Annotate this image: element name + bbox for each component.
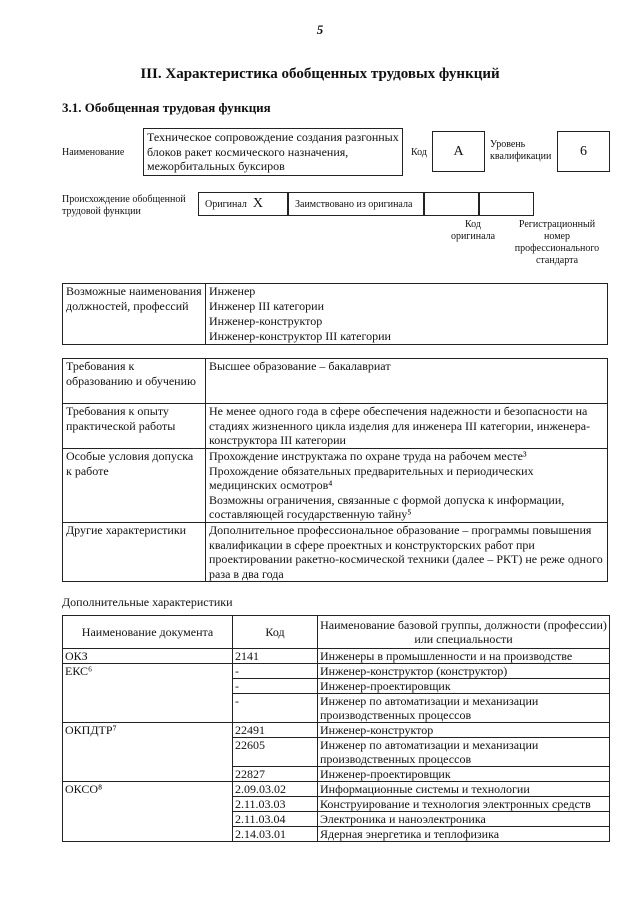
original-mark: X	[252, 196, 264, 211]
positions-label: Возможные наименования должностей, профессий	[63, 284, 206, 345]
requirement-row	[63, 359, 608, 404]
code-cell: 2.14.03.01	[233, 827, 318, 842]
original-cell	[198, 192, 288, 216]
requirement-value: Высшее образование – бакалавриат	[206, 359, 608, 404]
occupation-cell: Инженер-конструктор	[318, 723, 610, 738]
occupation-cell: Электроника и наноэлектроника	[318, 812, 610, 827]
code-cell: 22605	[233, 738, 318, 767]
occupation-cell: Инженер по автоматизации и механизации производственных процессов	[318, 738, 610, 767]
requirement-label: Особые условия допуска к работе	[63, 449, 206, 523]
level-value-box: 6	[557, 131, 610, 172]
reg-number-cell	[479, 192, 534, 216]
col-header-name: Наименование базовой группы, должности (профессии) или специальности	[318, 616, 610, 649]
additional-title: Дополнительные характеристики	[62, 595, 233, 609]
code-original-cell	[424, 192, 479, 216]
occupation-cell: Инженер по автоматизации и механизации производственных процессов	[318, 694, 610, 723]
occupation-cell: Конструирование и технология электронных средств	[318, 797, 610, 812]
requirement-label: Требования к опыту практической работы	[63, 404, 206, 449]
occupation-cell: Инженер-проектировщик	[318, 679, 610, 694]
table-row	[63, 782, 610, 797]
doc-name-cell: ЕКС⁶	[63, 664, 233, 723]
requirement-label: Требования к образованию и обучению	[63, 359, 206, 404]
doc-name-cell: ОКПДТР⁷	[63, 723, 233, 782]
reg-caption: Регистрационный номер профессионального стандарта	[514, 219, 600, 266]
subsection-title: 3.1. Обобщенная трудовая функция	[62, 100, 271, 115]
requirement-row	[63, 523, 608, 582]
requirement-label: Другие характеристики	[63, 523, 206, 582]
occupation-cell: Инженеры в промышленности и на производстве	[318, 649, 610, 664]
requirement-value: Дополнительное профессиональное образование – программы повышения квалификации в сфере проектных и конструкторских работ при проектировании ракетно-космической техники (далее – РКТ) не реже одного раза в два года	[206, 523, 608, 582]
origin-label: Происхождение обобщенной трудовой функции	[62, 194, 186, 217]
code-caption: Код оригинала	[450, 219, 496, 242]
code-cell: -	[233, 679, 318, 694]
table-header-row	[63, 616, 610, 649]
code-cell: 22491	[233, 723, 318, 738]
code-value-box: А	[432, 131, 485, 172]
occupation-cell: Инженер-конструктор (конструктор)	[318, 664, 610, 679]
position-item: Инженер-конструктор III категории	[209, 329, 391, 343]
occupation-cell: Информационные системы и технологии	[318, 782, 610, 797]
name-label: Наименование	[62, 147, 125, 158]
level-label: Уровень квалификации	[490, 139, 552, 162]
requirements-table	[62, 358, 608, 582]
occupation-cell: Ядерная энергетика и теплофизика	[318, 827, 610, 842]
requirement-value: Прохождение инструктажа по охране труда на рабочем месте³ Прохождение обязательных предварительных и периодических медицинских осмотров⁴ Возможны ограничения, связанные с формой допуска к информации, составляющей государственную тайну⁵	[206, 449, 608, 523]
occupation-cell: Инженер-проектировщик	[318, 767, 610, 782]
original-label: Оригинал	[205, 198, 247, 210]
col-header-doc: Наименование документа	[63, 616, 233, 649]
col-header-code: Код	[233, 616, 318, 649]
code-label: Код	[411, 147, 427, 158]
requirement-row	[63, 404, 608, 449]
table-row	[63, 723, 610, 738]
position-item: Инженер	[209, 284, 256, 298]
page-number: 5	[316, 22, 324, 37]
origin-row	[198, 192, 534, 216]
doc-name-cell: ОКСО⁸	[63, 782, 233, 842]
code-cell: 2141	[233, 649, 318, 664]
table-row	[63, 649, 610, 664]
requirement-value: Не менее одного года в сфере обеспечения надежности и безопасности на стадиях жизненного цикла изделия для инженера III категории, инженера-конструктора III категории	[206, 404, 608, 449]
position-item: Инженер-конструктор	[209, 314, 323, 328]
position-item: Инженер III категории	[209, 299, 324, 313]
section-title: III. Характеристика обобщенных трудовых функций	[140, 66, 500, 82]
doc-name-cell: ОКЗ	[63, 649, 233, 664]
code-cell: 2.11.03.03	[233, 797, 318, 812]
borrowed-cell: Заимствовано из оригинала	[288, 192, 424, 216]
code-cell: 2.11.03.04	[233, 812, 318, 827]
positions-table	[62, 283, 608, 345]
requirement-row	[63, 449, 608, 523]
positions-list	[206, 284, 608, 345]
additional-table	[62, 615, 610, 842]
code-cell: 22827	[233, 767, 318, 782]
code-cell: -	[233, 664, 318, 679]
code-cell: 2.09.03.02	[233, 782, 318, 797]
table-row	[63, 664, 610, 679]
code-cell: -	[233, 694, 318, 723]
function-name-box: Техническое сопровождение создания разгонных блоков ракет космического назначения, межорбитальных буксиров	[143, 128, 403, 176]
